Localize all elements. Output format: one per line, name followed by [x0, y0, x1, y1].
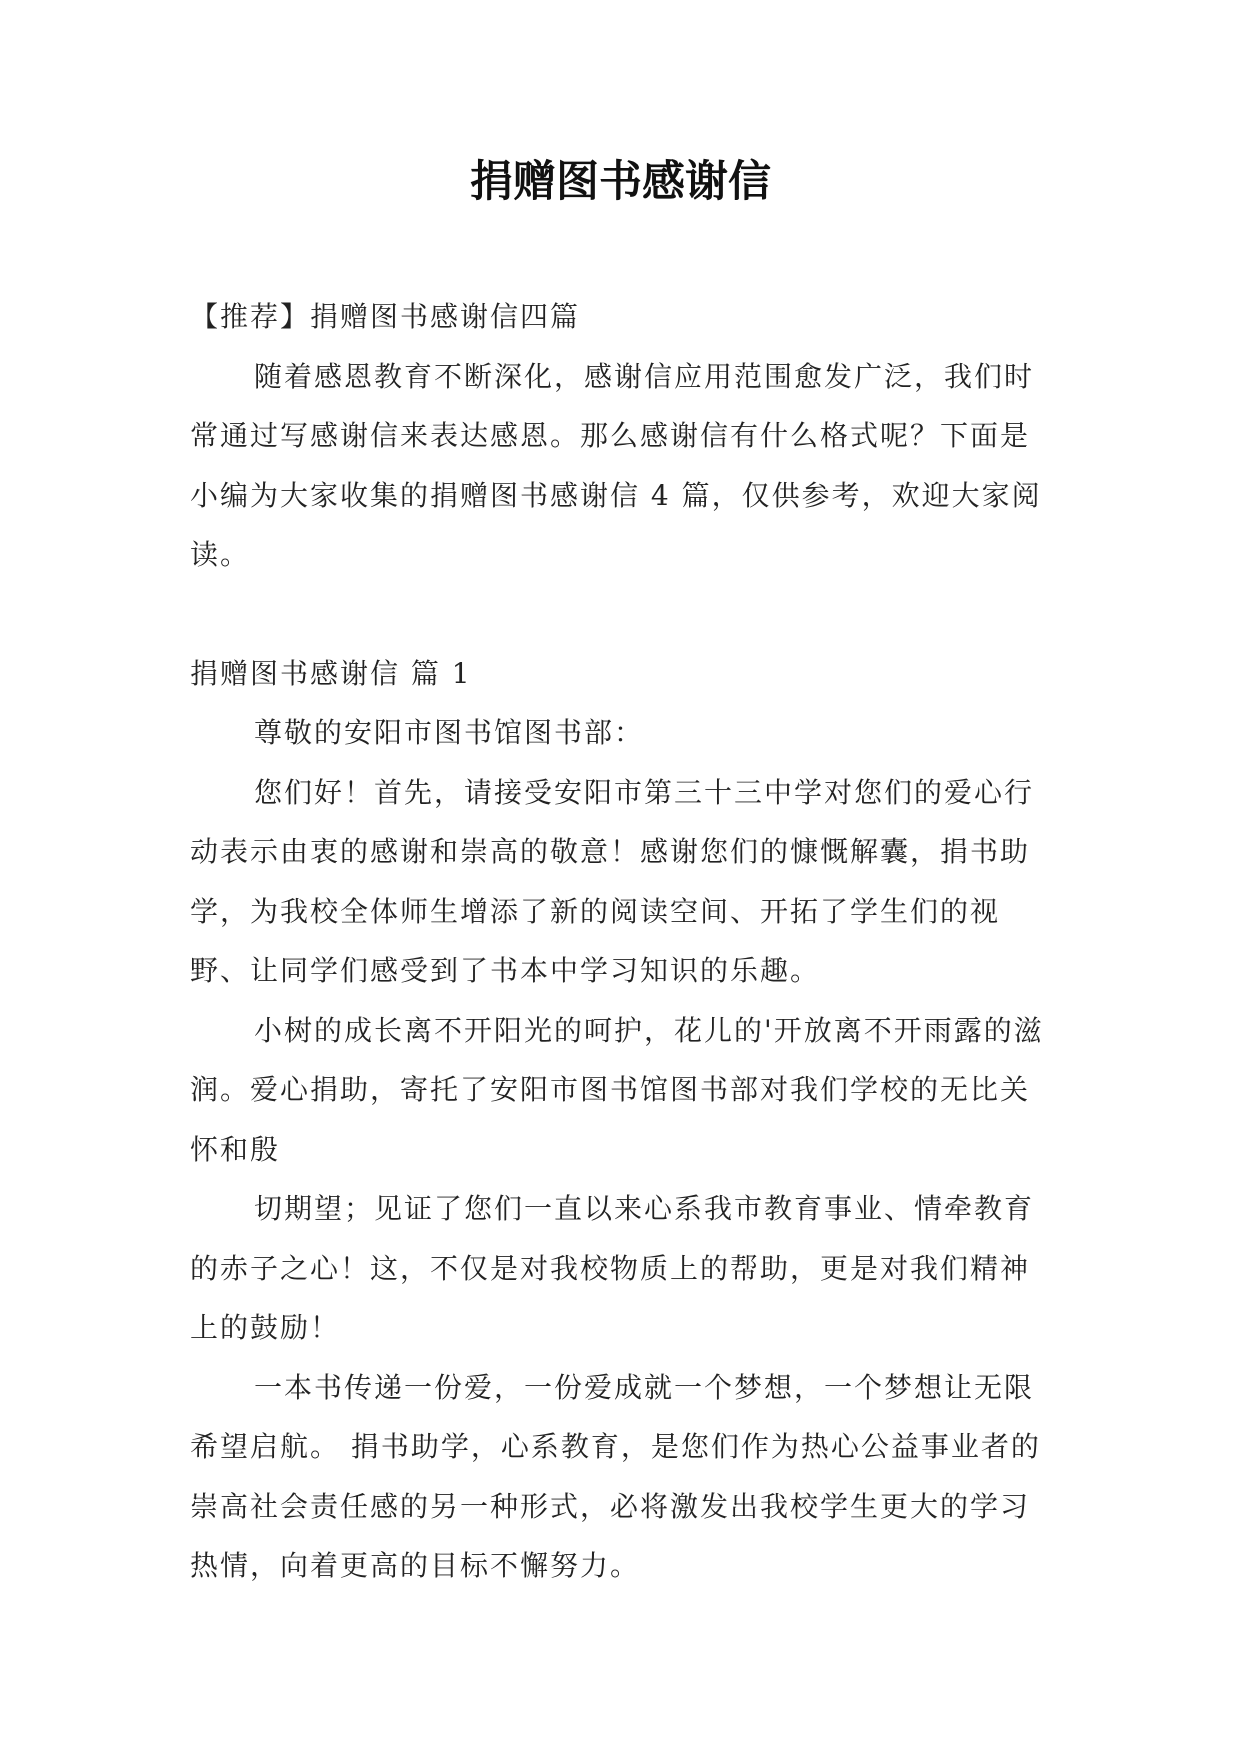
section-spacer	[190, 585, 1046, 644]
section-heading: 捐赠图书感谢信 篇 1	[190, 656, 472, 690]
letter-salutation: 尊敬的安阳市图书馆图书部：	[254, 716, 645, 749]
letter-paragraph: 小树的成长离不开阳光的呵护，花儿的'开放离不开雨露的滋润。爱心捐助，寄托了安阳市图书馆图书部对我们学校的无比关怀和殷	[190, 1013, 1044, 1166]
letter-paragraph: 您们好！首先，请接受安阳市第三十三中学对您们的爱心行动表示由衷的感谢和崇高的敬意！感谢您们的慷慨解囊，捐书助学，为我校全体师生增添了新的阅读空间、开拓了学生们的视野、让同学们感受到了书本中学习知识的乐趣。	[190, 775, 1035, 987]
document-body	[190, 287, 1046, 1596]
intro-heading: 【推荐】捐赠图书感谢信四篇	[190, 300, 581, 333]
intro-paragraph: 随着感恩教育不断深化，感谢信应用范围愈发广泛，我们时常通过写感谢信来表达感恩。那么感谢信有什么格式呢？下面是小编为大家收集的捐赠图书感谢信 4 篇，仅供参考，欢迎大家阅读。	[190, 359, 1042, 571]
page-title: 捐赠图书感谢信	[470, 157, 771, 207]
letter-paragraph: 一本书传递一份爱，一份爱成就一个梦想，一个梦想让无限希望启航。 捐书助学，心系教育，是您们作为热心公益事业者的崇高社会责任感的另一种形式，必将激发出我校学生更大的学习热情，向着更高的目标不懈努力。	[190, 1370, 1041, 1582]
letter-paragraph: 切期望；见证了您们一直以来心系我市教育事业、情牵教育的赤子之心！这，不仅是对我校物质上的帮助，更是对我们精神上的鼓励！	[190, 1192, 1035, 1344]
